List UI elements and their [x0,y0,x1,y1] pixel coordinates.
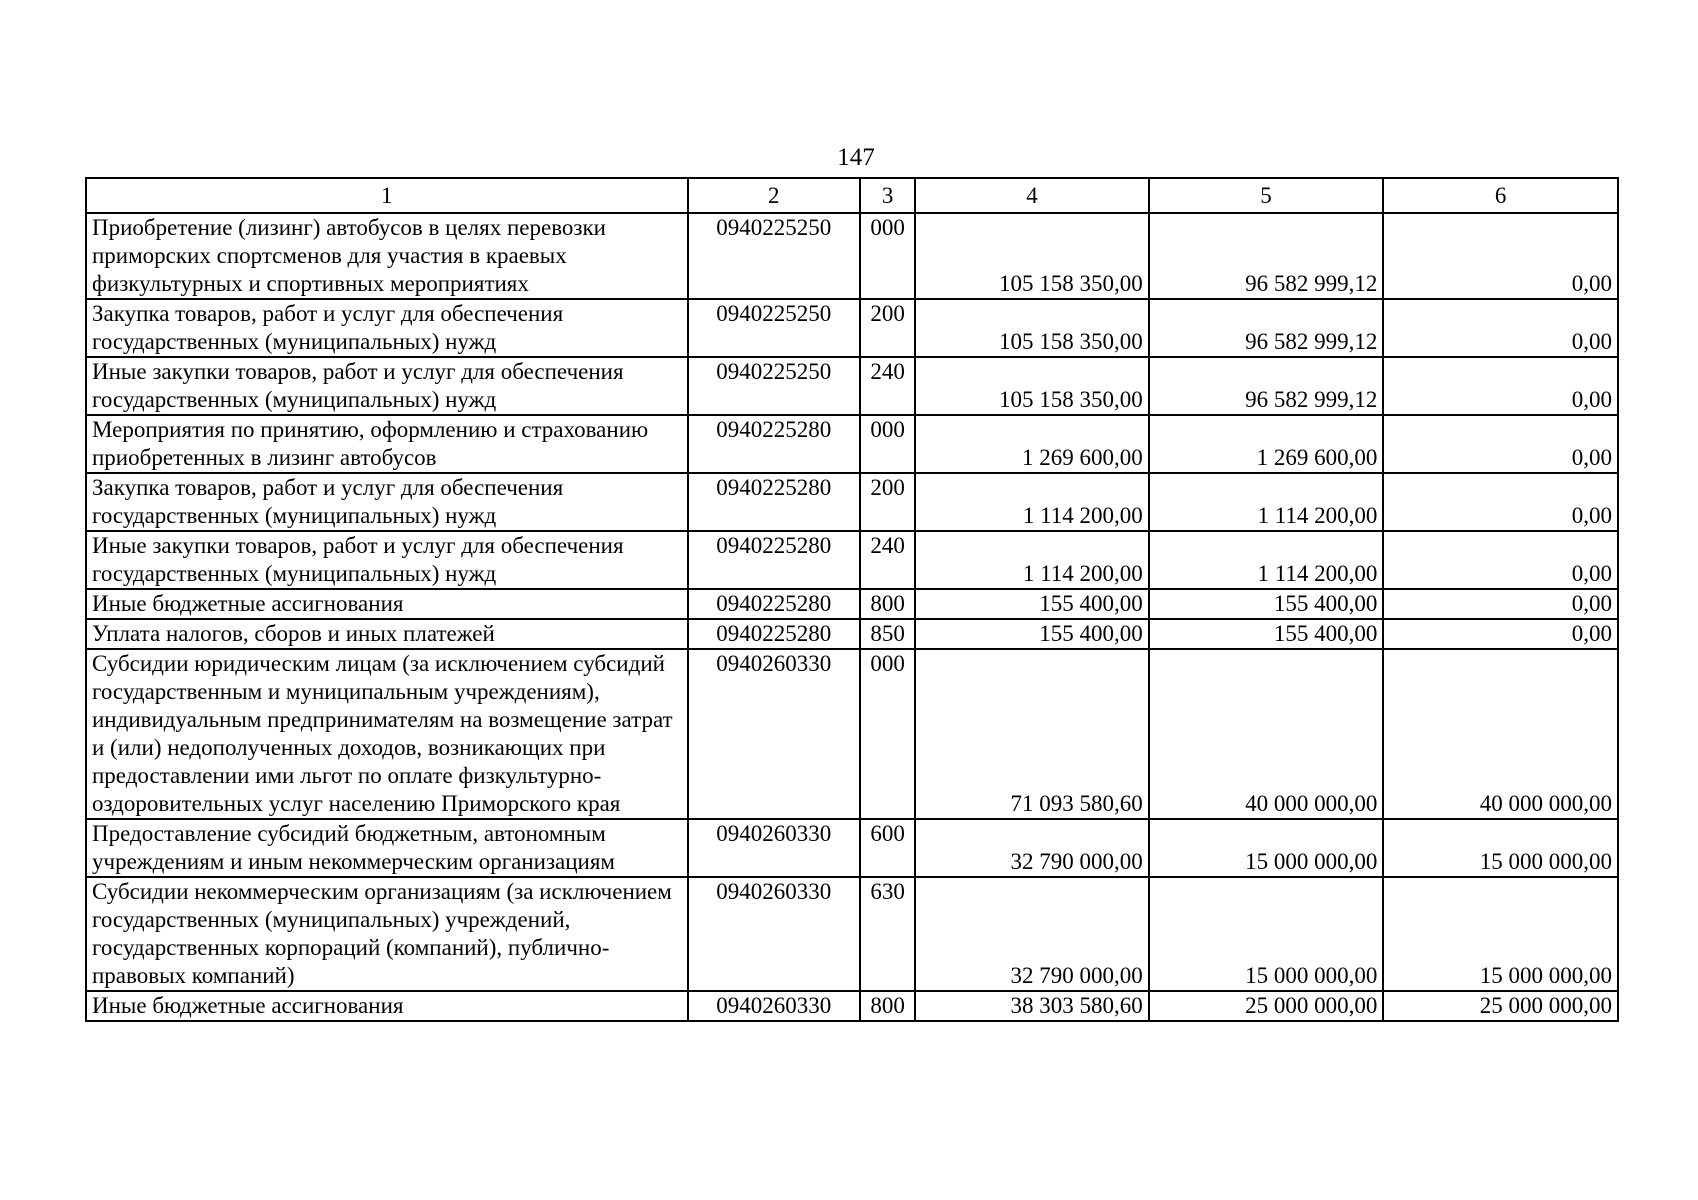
amount-col-5: 155 400,00 [1149,619,1384,649]
expense-type-code: 000 [860,649,915,819]
amount-col-4: 1 114 200,00 [915,531,1149,589]
expense-type-code: 200 [860,473,915,531]
column-header: 1 [86,178,688,213]
page-number: 147 [837,144,875,171]
expense-type-code: 800 [860,991,915,1021]
table-row [86,991,1618,1021]
item-name: Предоставление субсидий бюджетным, автономным учреждениям и иным некоммерческим организациям [86,819,688,877]
table-row [86,531,1618,589]
target-article-code: 0940225250 [688,213,860,299]
amount-col-6: 25 000 000,00 [1383,991,1618,1021]
item-name: Субсидии некоммерческим организациям (за исключением государственных (муниципальных) учреждений, государственных корпораций (компаний), публично-правовых компаний) [86,877,688,991]
amount-col-6: 0,00 [1383,299,1618,357]
item-name: Закупка товаров, работ и услуг для обеспечения государственных (муниципальных) нужд [86,299,688,357]
target-article-code: 0940225280 [688,473,860,531]
expense-type-code: 850 [860,619,915,649]
amount-col-5: 40 000 000,00 [1149,649,1384,819]
budget-table [85,177,1619,1022]
item-name: Уплата налогов, сборов и иных платежей [86,619,688,649]
amount-col-5: 15 000 000,00 [1149,819,1384,877]
amount-col-5: 25 000 000,00 [1149,991,1384,1021]
target-article-code: 0940225280 [688,531,860,589]
table-row [86,649,1618,819]
target-article-code: 0940260330 [688,877,860,991]
item-name: Иные бюджетные ассигнования [86,589,688,619]
amount-col-4: 105 158 350,00 [915,299,1149,357]
expense-type-code: 240 [860,531,915,589]
item-name: Приобретение (лизинг) автобусов в целях перевозки приморских спортсменов для участия в краевых физкультурных и спортивных мероприятиях [86,213,688,299]
expense-type-code: 600 [860,819,915,877]
amount-col-5: 155 400,00 [1149,589,1384,619]
expense-type-code: 200 [860,299,915,357]
amount-col-6: 0,00 [1383,473,1618,531]
amount-col-5: 15 000 000,00 [1149,877,1384,991]
target-article-code: 0940225250 [688,299,860,357]
amount-col-4: 155 400,00 [915,589,1149,619]
amount-col-4: 1 114 200,00 [915,473,1149,531]
table-header-row [86,178,1618,213]
expense-type-code: 000 [860,213,915,299]
target-article-code: 0940260330 [688,649,860,819]
amount-col-4: 105 158 350,00 [915,357,1149,415]
amount-col-4: 1 269 600,00 [915,415,1149,473]
amount-col-4: 32 790 000,00 [915,877,1149,991]
item-name: Иные закупки товаров, работ и услуг для обеспечения государственных (муниципальных) нужд [86,531,688,589]
item-name: Закупка товаров, работ и услуг для обеспечения государственных (муниципальных) нужд [86,473,688,531]
amount-col-5: 1 114 200,00 [1149,531,1384,589]
amount-col-5: 96 582 999,12 [1149,299,1384,357]
expense-type-code: 000 [860,415,915,473]
amount-col-5: 96 582 999,12 [1149,213,1384,299]
column-header: 6 [1383,178,1618,213]
amount-col-6: 0,00 [1383,357,1618,415]
target-article-code: 0940225280 [688,415,860,473]
amount-col-6: 0,00 [1383,589,1618,619]
table-row [86,877,1618,991]
amount-col-4: 71 093 580,60 [915,649,1149,819]
column-header: 5 [1149,178,1384,213]
table-row [86,213,1618,299]
expense-type-code: 240 [860,357,915,415]
amount-col-6: 15 000 000,00 [1383,819,1618,877]
table-row [86,299,1618,357]
amount-col-6: 0,00 [1383,619,1618,649]
expense-type-code: 630 [860,877,915,991]
column-header: 2 [688,178,860,213]
amount-col-4: 105 158 350,00 [915,213,1149,299]
target-article-code: 0940260330 [688,819,860,877]
amount-col-4: 155 400,00 [915,619,1149,649]
amount-col-4: 32 790 000,00 [915,819,1149,877]
amount-col-6: 0,00 [1383,213,1618,299]
item-name: Субсидии юридическим лицам (за исключением субсидий государственным и муниципальным учреждениям), индивидуальным предпринимателям на возмещение затрат и (или) недополученных доходов, возникающих при предоставлении ими льгот по оплате физкультурно-оздоровительных услуг населению Приморского края [86,649,688,819]
target-article-code: 0940225280 [688,619,860,649]
item-name: Мероприятия по принятию, оформлению и страхованию приобретенных в лизинг автобусов [86,415,688,473]
table-row [86,357,1618,415]
table-row [86,619,1618,649]
amount-col-6: 40 000 000,00 [1383,649,1618,819]
amount-col-4: 38 303 580,60 [915,991,1149,1021]
target-article-code: 0940225250 [688,357,860,415]
amount-col-6: 0,00 [1383,415,1618,473]
column-header: 3 [860,178,915,213]
column-header: 4 [915,178,1149,213]
amount-col-6: 0,00 [1383,531,1618,589]
amount-col-5: 1 114 200,00 [1149,473,1384,531]
table-row [86,473,1618,531]
table-row [86,589,1618,619]
amount-col-5: 96 582 999,12 [1149,357,1384,415]
target-article-code: 0940225280 [688,589,860,619]
item-name: Иные закупки товаров, работ и услуг для обеспечения государственных (муниципальных) нужд [86,357,688,415]
amount-col-6: 15 000 000,00 [1383,877,1618,991]
table-row [86,415,1618,473]
amount-col-5: 1 269 600,00 [1149,415,1384,473]
item-name: Иные бюджетные ассигнования [86,991,688,1021]
expense-type-code: 800 [860,589,915,619]
table-row [86,819,1618,877]
target-article-code: 0940260330 [688,991,860,1021]
